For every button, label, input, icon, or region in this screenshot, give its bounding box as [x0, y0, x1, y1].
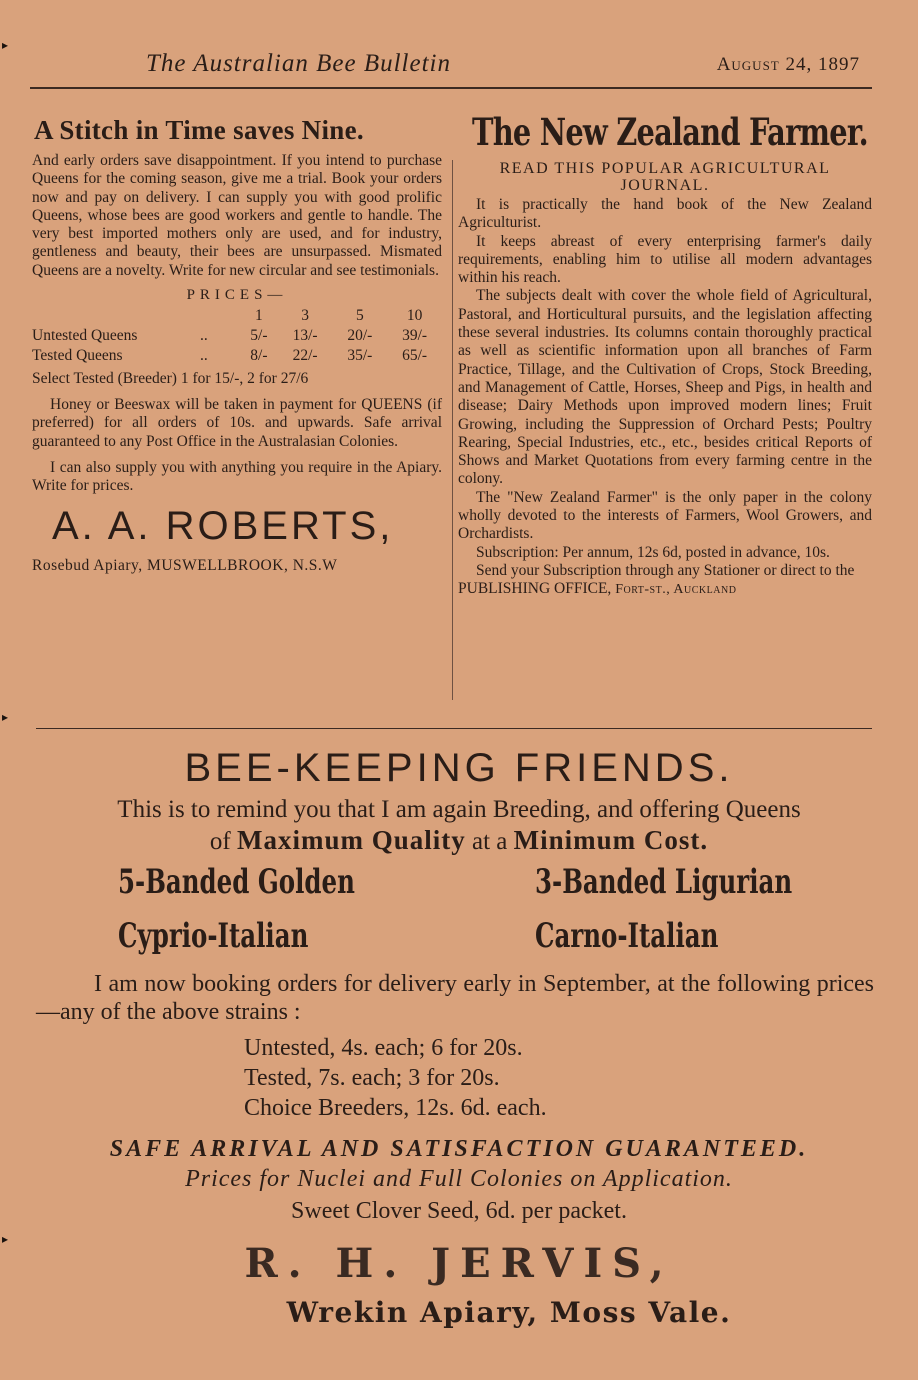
- office-street: Fort-st., Auckland: [615, 582, 737, 598]
- column-header: 3: [301, 307, 309, 325]
- honey-paragraph: Honey or Beeswax will be taken in payment for QUEENS (if preferred) for all orders of 10s. and upwards. Safe arrival guaranteed to any Post Office in the Australasian Colonies.: [32, 396, 442, 450]
- price-cell: 5/-: [250, 327, 268, 345]
- strain-name: 5-Banded Golden: [118, 862, 355, 902]
- row-label: Untested Queens: [32, 327, 138, 345]
- queen-price-table: [32, 306, 442, 366]
- line-emphasis: Maximum Quality: [236, 825, 466, 855]
- margin-mark: ▸: [2, 1232, 9, 1246]
- ad-paragraph: The "New Zealand Farmer" is the only paper in the colony wholly devoted to the interests of Farmers, Wool Growers, and Orchardists.: [458, 488, 872, 543]
- ad-paragraph: Subscription: Per annum, 12s 6d, posted in advance, 10s.: [476, 543, 830, 561]
- ad-subtitle: READ THIS POPULAR AGRICULTURAL JOURNAL.: [499, 160, 831, 194]
- advertiser-name: R. H. JERVIS,: [244, 1240, 674, 1287]
- line-emphasis: Minimum Cost.: [513, 825, 709, 855]
- price-cell: 22/-: [292, 347, 318, 365]
- header-rule: [30, 87, 872, 89]
- price-cell: 13/-: [292, 327, 318, 345]
- apiary-paragraph: I can also supply you with anything you require in the Apiary. Write for prices.: [32, 458, 442, 495]
- nuclei-line: Prices for Nuclei and Full Colonies on Application.: [185, 1166, 733, 1192]
- row-leader: ..: [200, 347, 208, 365]
- ad-title: A Stitch in Time saves Nine.: [34, 115, 364, 145]
- strain-price-list: [244, 1033, 547, 1123]
- price-line: Choice Breeders, 12s. 6d. each.: [244, 1095, 547, 1121]
- bee-keeping-friends-advertisement: [0, 740, 918, 857]
- ad-title: BEE-KEEPING FRIENDS.: [184, 746, 734, 790]
- page-header: [30, 48, 872, 84]
- strain-name: 3-Banded Ligurian: [535, 862, 793, 902]
- column-header: 1: [255, 307, 263, 325]
- prices-heading: PRICES—: [186, 287, 288, 304]
- ad-line: [0, 825, 918, 857]
- section-rule: [36, 728, 872, 729]
- publishing-office: [458, 580, 872, 598]
- price-cell: 65/-: [402, 347, 428, 365]
- stitch-advertisement: [32, 115, 442, 575]
- row-label: Tested Queens: [32, 347, 123, 365]
- column-header: 10: [406, 307, 423, 325]
- table-header-row: [32, 306, 442, 326]
- guarantee-line: SAFE ARRIVAL AND SATISFACTION GUARANTEED.: [109, 1136, 809, 1162]
- ad-paragraph: It keeps abreast of every enterprising farmer's daily requirements, enabling him to utilise all modern advantages within his reach.: [458, 232, 872, 287]
- row-leader: ..: [200, 327, 208, 345]
- margin-mark: ▸: [2, 710, 9, 724]
- ad-paragraph: The subjects dealt with cover the whole field of Agricultural, Pastoral, and Horticultural pursuits, and the legislation affecting these several industries. Its columns contain thoroughly practical as well as scientific information upon all branches of Farm Practice, Tillage, and the Cultivation of Crops, Stock Breeding, and Management of Cattle, Horses, Sheep and Pigs, in health and disease; Dairy Methods upon improved modern lines; Fruit Growing, including the Suppression of Orchard Pests; Poultry Rearing, Special Industries, etc., etc., besides critical Reports of Shows and Market Quotations from every farming centre in the colony.: [458, 287, 872, 488]
- nz-farmer-advertisement: [458, 110, 872, 598]
- table-row: [32, 326, 442, 346]
- strain-name: Cyprio-Italian: [118, 916, 309, 956]
- advertiser-name: A. A. ROBERTS,: [52, 503, 394, 548]
- column-header: 5: [355, 307, 364, 325]
- office-label: PUBLISHING OFFICE,: [458, 580, 612, 598]
- line-text: at a: [471, 828, 508, 855]
- ad-paragraph: It is practically the hand book of the New Zealand Agriculturist.: [458, 196, 872, 232]
- clover-line: Sweet Clover Seed, 6d. per packet.: [291, 1198, 627, 1224]
- price-line: Tested, 7s. each; 3 for 20s.: [244, 1065, 500, 1091]
- booking-paragraph: I am now booking orders for delivery early in September, at the following prices—any of the above strains :: [36, 971, 874, 1025]
- advertiser-address: Rosebud Apiary, MUSWELLBROOK, N.S.W: [32, 556, 338, 574]
- select-tested-line: Select Tested (Breeder) 1 for 15/-, 2 for 27/6: [32, 370, 309, 388]
- price-line: Untested, 4s. each; 6 for 20s.: [244, 1035, 523, 1061]
- advertiser-address: Wrekin Apiary, Moss Vale.: [286, 1296, 732, 1329]
- ad-title: The New Zealand Farmer.: [472, 110, 868, 154]
- price-cell: 20/-: [347, 327, 373, 345]
- issue-date: August 24, 1897: [716, 54, 860, 75]
- ad-paragraph: Send your Subscription through any Stationer or direct to the: [476, 561, 855, 579]
- margin-mark: ▸: [2, 38, 9, 52]
- price-cell: 39/-: [402, 327, 428, 345]
- line-text: of: [209, 828, 231, 855]
- price-cell: 35/-: [347, 347, 373, 365]
- column-divider: [452, 160, 453, 700]
- strain-name: Carno-Italian: [535, 916, 719, 956]
- price-cell: 8/-: [250, 347, 268, 365]
- ad-line: This is to remind you that I am again Breeding, and offering Queens: [117, 796, 801, 823]
- publication-title: The Australian Bee Bulletin: [146, 50, 451, 77]
- ad-intro: And early orders save disappointment. If you intend to purchase Queens for the coming season, give me a trial. Book your orders now and pay on delivery. I can supply you with good prolific Queens, whose bees are good workers and gentle to handle. The very best imported mothers only are used, and for industry, gentleness and beauty, their bees are unsurpassed. Mismated Queens are a novelty. Write for new circular and see testimonials.: [32, 152, 442, 279]
- table-row: [32, 346, 442, 366]
